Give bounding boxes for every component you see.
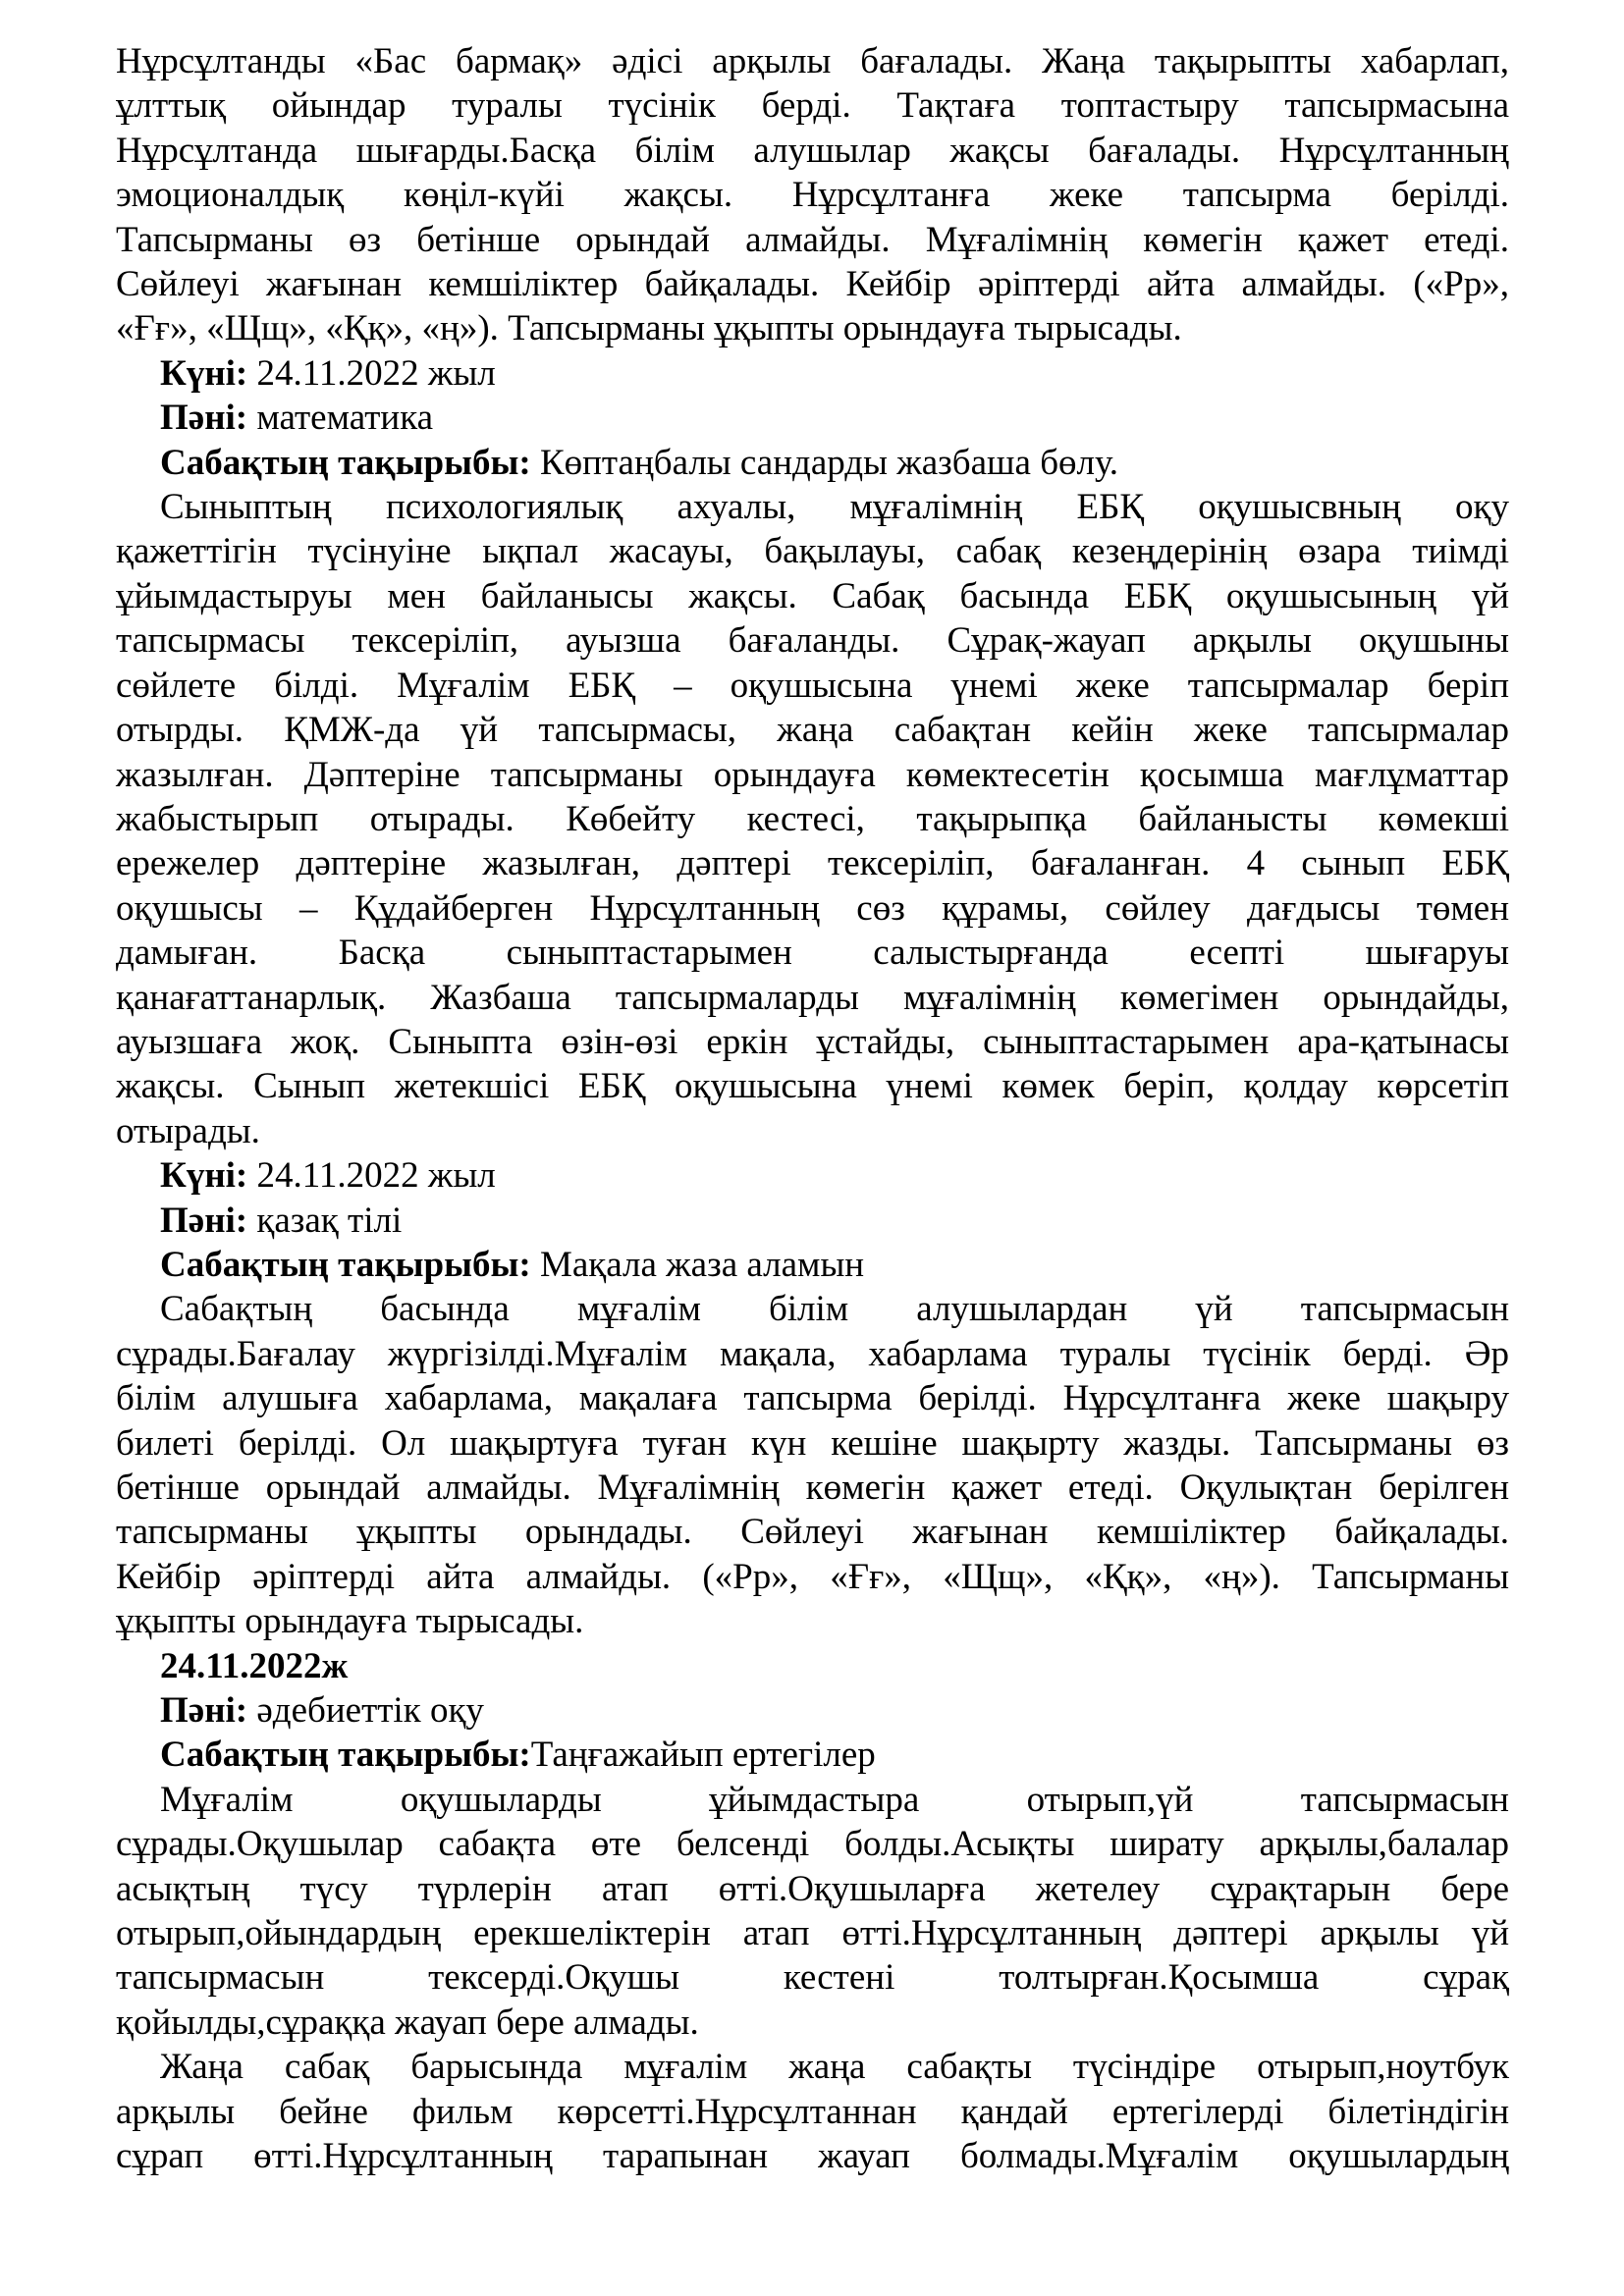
text-run: әдебиеттік оқу [247, 1690, 484, 1732]
text-run: арқылы бейне фильм көрсетті.Нұрсұлтаннан қандай ертегілерді білетіндігін [116, 2091, 1509, 2132]
text-run: білім алушыға хабарлама, мақалаға тапсырма берілді. Нұрсұлтанға жеке шақыру [116, 1378, 1509, 1419]
paragraph-kazakh-lesson-line [116, 1332, 1509, 1376]
text-run: 24.11.2022 жыл [247, 1155, 496, 1197]
paragraph-math-lesson-line [116, 529, 1509, 573]
paragraph-kazakh-lesson-line [116, 1599, 1509, 1643]
paragraph-math-lesson-line [116, 708, 1509, 752]
paragraph-math-lesson-line [116, 797, 1509, 841]
text-run: ұлттық ойындар туралы түсінік берді. Тақтаға топтастыру тапсырмасына [116, 85, 1509, 127]
text-run: дамыған. Басқа сыныптастарымен салыстырғанда есепті шығаруы [116, 933, 1509, 974]
paragraph-kazakh-lesson-line [116, 1376, 1509, 1420]
paragraph-math-lesson-line [116, 931, 1509, 975]
paragraph-literature-lesson-line [116, 1778, 1509, 1822]
paragraph-math-lesson-line [116, 841, 1509, 885]
paragraph-assessment-continued-line [116, 306, 1509, 350]
text-run: жабыстырып отырады. Көбейту кестесі, тақырыпқа байланысты көмекші [116, 798, 1509, 839]
text-run: отырып,ойындардың ерекшеліктерін атап өтті.Нұрсұлтанның дәптері арқылы үй [116, 1913, 1509, 1954]
text-run: ережелер дәптеріне жазылған, дәптері тексеріліп, бағаланған. 4 сынып ЕБҚ [116, 843, 1509, 884]
paragraph-kazakh-lesson-line [116, 1466, 1509, 1510]
paragraph-math-lesson-line [116, 1064, 1509, 1108]
bold-label: Күні: [160, 1155, 248, 1197]
text-run: Таңғажайып ертегілер [530, 1735, 876, 1776]
text-run: тапсырмасы тексеріліп, ауызша бағаланды. Сұрақ-жауап арқылы оқушыны [116, 620, 1509, 662]
text-run: математика [247, 398, 434, 439]
text-run: сұрады.Оқушылар сабақта өте белсенді болды.Асықты ширату арқылы,балалар [116, 1824, 1509, 1865]
text-run: Сабақтың басында мұғалім білім алушылардан үй тапсырмасын [160, 1289, 1509, 1330]
text-run: оқушысы – Құдайберген Нұрсұлтанның сөз құрамы, сөйлеу дағдысы төмен [116, 887, 1509, 929]
paragraph-new-lesson-line [116, 2090, 1509, 2134]
text-run: қазақ тілі [247, 1200, 403, 1241]
paragraph-literature-lesson-line [116, 2001, 1509, 2045]
text-run: 24.11.2022 жыл [247, 352, 496, 394]
paragraph-kazakh-lesson-line [116, 1421, 1509, 1466]
paragraph-literature-lesson-line [116, 1867, 1509, 1911]
bold-label: Сабақтың тақырыбы: [160, 442, 531, 483]
text-run: асықтың түсу түрлерін атап өтті.Оқушыларға жетелеу сұрақтарын бере [116, 1868, 1509, 1909]
text-run: Кейбір әріптерді айта алмайды. («Рр», «Ғғ», «Щщ», «Ққ», «ң»). Тапсырманы [116, 1556, 1509, 1597]
bold-label: Пәні: [160, 1200, 248, 1241]
paragraph-math-lesson-line [116, 753, 1509, 797]
text-run: ұқыпты орындауға тырысады. [116, 1601, 584, 1642]
text-run: Сөйлеуі жағынан кемшіліктер байқалады. Кейбір әріптерді айта алмайды. («Рр», [116, 264, 1509, 305]
bold-label: Пәні: [160, 1690, 248, 1732]
text-run: тапсырманы ұқыпты орындады. Сөйлеуі жағынан кемшіліктер байқалады. [116, 1512, 1509, 1553]
paragraph-literature-lesson-line [116, 1911, 1509, 1955]
paragraph-new-lesson-line [116, 2045, 1509, 2089]
text-run: ұйымдастыруы мен байланысы жақсы. Сабақ басында ЕБҚ оқушысының үй [116, 575, 1509, 616]
text-run: Сыныптың психологиялық ахуалы, мұғалімнің ЕБҚ оқушысвның оқу [160, 487, 1509, 528]
paragraph-math-lesson-line [116, 618, 1509, 663]
meta-subject-3-line [116, 1688, 1509, 1733]
text-run: жазылған. Дәптеріне тапсырманы орындауға көмектесетін қосымша мағлұматтар [116, 754, 1509, 795]
paragraph-math-lesson-line [116, 574, 1509, 618]
paragraph-math-lesson-line [116, 1109, 1509, 1153]
text-run: сұрап өтті.Нұрсұлтанның тарапынан жауап болмады.Мұғалім оқушылардың [116, 2136, 1509, 2177]
paragraph-math-lesson-line [116, 485, 1509, 529]
text-run: сөйлете білді. Мұғалім ЕБҚ – оқушысына үнемі жеке тапсырмалар беріп [116, 665, 1509, 706]
paragraph-assessment-continued-line [116, 129, 1509, 173]
text-run: Жаңа сабақ барысында мұғалім жаңа сабақты түсіндіре отырып,ноутбук [160, 2047, 1509, 2088]
paragraph-kazakh-lesson-line [116, 1555, 1509, 1599]
text-run: тапсырмасын тексерді.Оқушы кестені толтырған.Қосымша сұрақ [116, 1957, 1509, 1999]
text-run: қажеттігін түсінуіне ықпал жасауы, бақылауы, сабақ кезеңдерінің өзара тиімді [116, 531, 1509, 572]
paragraph-math-lesson-line [116, 1020, 1509, 1064]
meta-date-2-line [116, 1153, 1509, 1198]
paragraph-math-lesson-line [116, 976, 1509, 1020]
text-run: Мақала жаза аламын [530, 1244, 865, 1285]
bold-label: Күні: [160, 352, 248, 394]
text-run: Нұрсұлтанды «Бас бармақ» әдісі арқылы бағалады. Жаңа тақырыпты хабарлап, [116, 41, 1509, 81]
bold-label: 24.11.2022ж [160, 1645, 349, 1686]
text-run: Тапсырманы өз бетінше орындай алмайды. Мұғалімнің көмегін қажет етеді. [116, 219, 1509, 260]
text-run: ауызшаға жоқ. Сыныпта өзін-өзі еркін ұстайды, сыныптастарымен ара-қатынасы [116, 1021, 1509, 1062]
meta-subject-1-line [116, 396, 1509, 440]
meta-date-1-line [116, 351, 1509, 396]
text-run: Көптаңбалы сандарды жазбаша бөлу. [530, 442, 1119, 483]
paragraph-assessment-continued-line [116, 173, 1509, 217]
text-run: қойылды,сұраққа жауап бере алмады. [116, 2002, 699, 2043]
text-run: сұрады.Бағалау жүргізілді.Мұғалім мақала, хабарлама туралы түсінік берді. Әр [116, 1333, 1509, 1374]
paragraph-literature-lesson-line [116, 1822, 1509, 1866]
meta-topic-1-line [116, 441, 1509, 485]
bold-label: Сабақтың тақырыбы: [160, 1735, 531, 1776]
paragraph-assessment-continued-line [116, 218, 1509, 262]
meta-topic-2-line [116, 1243, 1509, 1287]
paragraph-new-lesson-line [116, 2134, 1509, 2178]
meta-date-3-line [116, 1644, 1509, 1688]
bold-label: Сабақтың тақырыбы: [160, 1244, 531, 1285]
paragraph-assessment-continued-line [116, 262, 1509, 306]
text-run: жақсы. Сынып жетекшісі ЕБҚ оқушысына үнемі көмек беріп, қолдау көрсетіп [116, 1066, 1509, 1107]
text-run: Мұғалім оқушыларды ұйымдастыра отырып,үй тапсырмасын [160, 1779, 1509, 1820]
paragraph-kazakh-lesson-line [116, 1287, 1509, 1331]
text-run: эмоционалдық көңіл-күйі жақсы. Нұрсұлтанға жеке тапсырма берілді. [116, 175, 1509, 216]
paragraph-assessment-continued-line [116, 83, 1509, 128]
paragraph-math-lesson-line [116, 664, 1509, 708]
text-run: қанағаттанарлық. Жазбаша тапсырмаларды мұғалімнің көмегімен орындайды, [116, 977, 1509, 1018]
bold-label: Пәні: [160, 398, 248, 439]
paragraph-math-lesson-line [116, 886, 1509, 931]
meta-subject-2-line [116, 1199, 1509, 1243]
text-run: Нұрсұлтанда шығарды.Басқа білім алушылар жақсы бағалады. Нұрсұлтанның [116, 130, 1509, 171]
text-run: билеті берілді. Ол шақыртуға туған күн кешіне шақырту жазды. Тапсырманы өз [116, 1422, 1509, 1464]
text-run: отырады. [116, 1110, 260, 1151]
text-run: «Ғғ», «Щщ», «Ққ», «ң»). Тапсырманы ұқыпты орындауға тырысады. [116, 308, 1182, 349]
paragraph-literature-lesson-line [116, 1955, 1509, 2000]
paragraph-kazakh-lesson-line [116, 1510, 1509, 1554]
text-run: отырды. ҚМЖ-да үй тапсырмасы, жаңа сабақтан кейін жеке тапсырмалар [116, 710, 1509, 751]
meta-topic-3-line [116, 1733, 1509, 1777]
text-run: бетінше орындай алмайды. Мұғалімнің көмегін қажет етеді. Оқулықтан берілген [116, 1468, 1509, 1508]
paragraph-assessment-continued-line [116, 39, 1509, 83]
